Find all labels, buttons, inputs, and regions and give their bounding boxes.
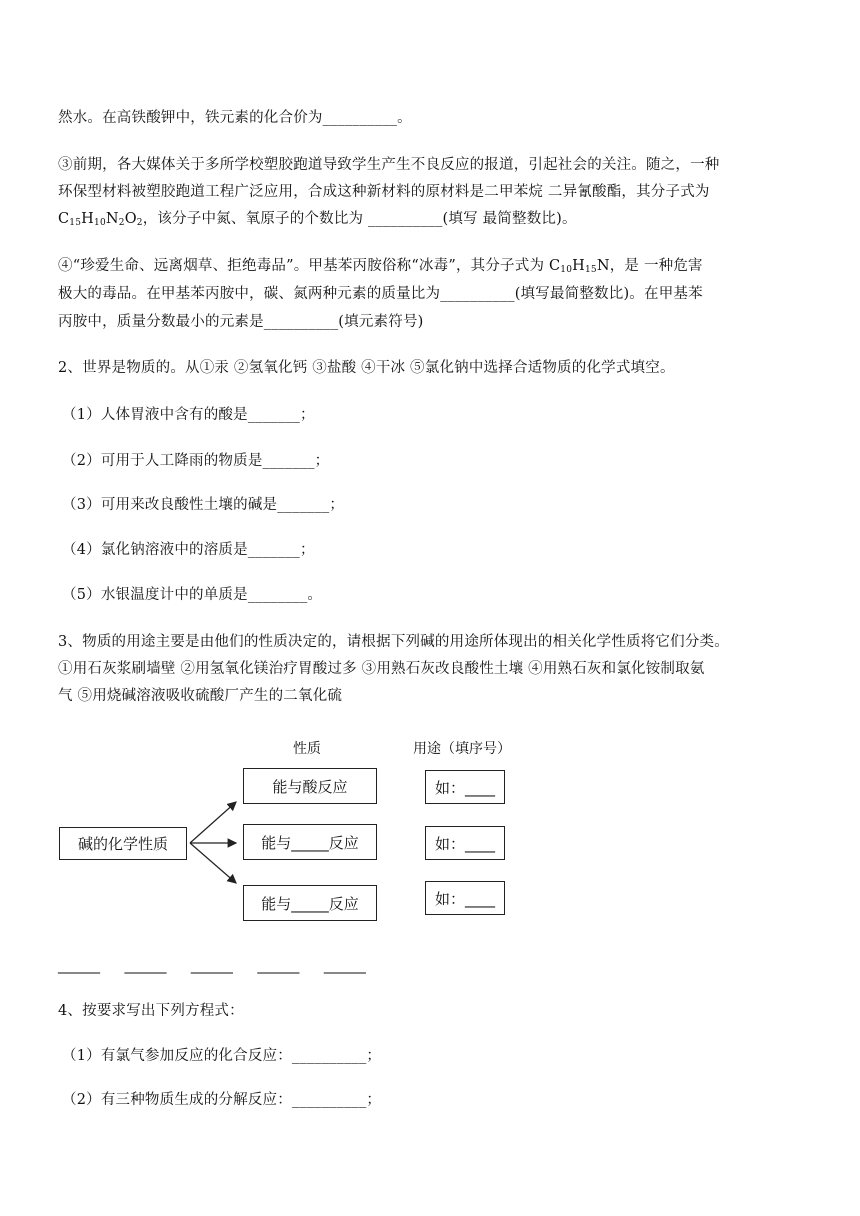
q4-item-1: （1）有氯气参加反应的化合反应：__________；: [62, 1048, 382, 1064]
answer-blank-4: ______: [257, 958, 300, 974]
q1-part4-line1: ④“珍爱生命、远离烟草、拒绝毒品”。甲基苯丙胺俗称“冰毒”，其分子式为 $C_{10}H_{15}N$，是 一种危害: [58, 258, 703, 275]
q1-part3-line2: 环保型材料被塑胶跑道工程广泛应用，合成这种新材料的原材料是二甲苯烷 二异氰酸酯，其分子式为: [58, 184, 710, 200]
q2-item-4: （4）氯化钠溶液中的溶质是_______；: [62, 542, 315, 558]
q1-part3-line1: ③前期，各大媒体关于多所学校塑胶跑道导致学生产生不良反应的报道，引起社会的关注。随之，一种: [58, 157, 720, 173]
arrow-down: [190, 843, 236, 883]
header-property: 性质: [293, 741, 321, 757]
q2-stem: 2、世界是物质的。从①汞 ②氢氧化钙 ③盐酸 ④干冰 ⑤氯化钠中选择合适物质的化学式填空。: [58, 360, 675, 376]
q3-stem-line2: ①用石灰浆刷墙壁 ②用氢氧化镁治疗胃酸过多 ③用熟石灰改良酸性土壤 ④用熟石灰和氯化铵制取氨: [58, 661, 705, 677]
q3-answer-blanks: [58, 958, 386, 974]
property-box-2: 能与_____反应: [243, 824, 377, 860]
q2-item-1: （1）人体胃液中含有的酸是_______；: [62, 407, 315, 423]
answer-blank-3: ______: [190, 958, 233, 974]
answer-blank-1: ______: [58, 958, 100, 974]
q2-item-5: （5）水银温度计中的单质是________。: [62, 587, 323, 603]
q2-item-2: （2）可用于人工降雨的物质是_______；: [62, 453, 330, 469]
root-box: 碱的化学性质: [59, 827, 187, 860]
example-box-1: 如：____: [425, 770, 505, 804]
header-use: 用途（填序号）: [413, 741, 511, 757]
q4-item-2: （2）有三种物质生成的分解反应：__________；: [62, 1092, 382, 1108]
answer-blank-2: ______: [124, 958, 167, 974]
q3-stem-line1: 3、物质的用途主要是由他们的性质决定的，请根据下列碱的用途所体现出的相关化学性质将它们分类。: [58, 634, 729, 650]
q1-part4-line2: 极大的毒品。在甲基苯丙胺中，碳、氮两种元素的质量比为__________(填写最简整数比)。在甲基苯: [58, 286, 703, 302]
arrow-up: [190, 802, 236, 843]
q4-stem: 4、按要求写出下列方程式：: [58, 1003, 244, 1019]
property-box-1: 能与酸反应: [243, 768, 377, 804]
example-box-2: 如：____: [425, 826, 505, 860]
base-properties-diagram: [56, 730, 536, 930]
answer-blank-5: ______: [323, 958, 366, 974]
property-box-3: 能与_____反应: [243, 885, 377, 921]
q1-part3-line3: $C_{15}H_{10}N_2O_2$，该分子中氮、氧原子的个数比为 __________(填写 最简整数比)。: [58, 211, 577, 228]
q2-item-3: （3）可用来改良酸性土壤的碱是_______；: [62, 497, 345, 513]
q1-part4-line3: 丙胺中，质量分数最小的元素是__________(填元素符号): [58, 314, 424, 330]
q3-stem-line3: 气 ⑤用烧碱溶液吸收硫酸厂产生的二氧化硫: [58, 688, 343, 704]
q1-continuation-line: 然水。在高铁酸钾中，铁元素的化合价为__________。: [58, 110, 412, 126]
example-box-3: 如：____: [425, 881, 505, 915]
